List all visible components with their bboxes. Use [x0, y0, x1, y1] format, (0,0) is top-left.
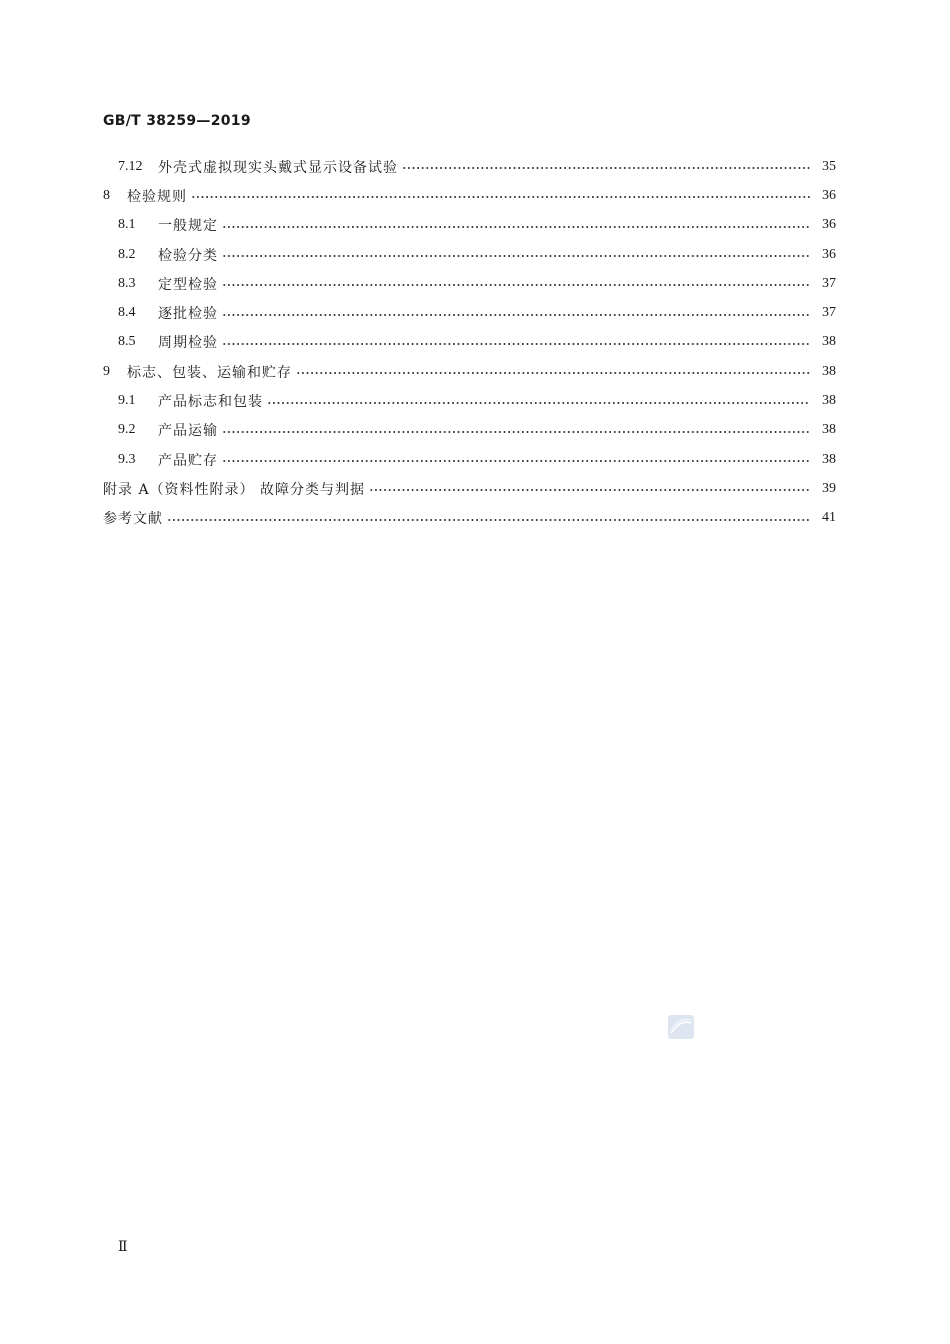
- toc-entry-title: 逐批检验: [158, 306, 218, 323]
- toc-entry-title: 附录 A（资料性附录） 故障分类与判据: [103, 481, 366, 498]
- toc-entry[interactable]: [103, 211, 836, 240]
- toc-entry-page: 36: [822, 246, 836, 262]
- sac-logo-watermark: [668, 1015, 694, 1039]
- toc-entry-title: 定型检验: [158, 276, 218, 293]
- toc-entry-page: 38: [822, 363, 836, 379]
- toc-entry-title: 检验规则: [127, 188, 187, 205]
- toc-entry-page: 38: [822, 422, 836, 438]
- toc-entry-number: 9.2: [118, 422, 136, 438]
- dot-leader: [296, 372, 810, 374]
- toc-entry[interactable]: [103, 328, 836, 357]
- toc-entry-number: 8.5: [118, 334, 136, 350]
- toc-entry[interactable]: [103, 298, 836, 327]
- toc-entry-title: 标志、包装、运输和贮存: [127, 364, 292, 381]
- toc-entry-page: 36: [822, 187, 836, 203]
- dot-leader: [267, 402, 810, 404]
- dot-leader: [167, 519, 810, 521]
- toc-entry-page: 37: [822, 275, 836, 291]
- toc-entry-number: 9.1: [118, 393, 136, 409]
- dot-leader: [369, 489, 810, 491]
- toc-entry[interactable]: [103, 240, 836, 269]
- table-of-contents: [103, 152, 836, 533]
- dot-leader: [222, 314, 810, 316]
- standard-code: GB/T 38259—2019: [103, 113, 251, 129]
- toc-entry[interactable]: [103, 269, 836, 298]
- toc-entry[interactable]: [103, 386, 836, 415]
- toc-entry-title: 检验分类: [158, 247, 218, 264]
- dot-leader: [222, 255, 810, 257]
- dot-leader: [222, 284, 810, 286]
- toc-entry[interactable]: [103, 357, 836, 386]
- toc-entry-number: 8.1: [118, 217, 136, 233]
- toc-entry-page: 36: [822, 217, 836, 233]
- toc-entry-page: 38: [822, 451, 836, 467]
- toc-entry-page: 41: [822, 510, 836, 526]
- dot-leader: [222, 343, 810, 345]
- dot-leader: [191, 196, 810, 198]
- toc-entry-page: 38: [822, 393, 836, 409]
- toc-entry[interactable]: [103, 152, 836, 181]
- dot-leader: [222, 226, 810, 228]
- toc-entry-title: 参考文献: [103, 511, 163, 528]
- toc-entry-number: 7.12: [118, 158, 143, 174]
- toc-entry-title: 一般规定: [158, 218, 218, 235]
- dot-leader: [222, 431, 810, 433]
- toc-entry[interactable]: [103, 181, 836, 210]
- toc-entry-page: 39: [822, 480, 836, 496]
- dot-leader: [222, 460, 810, 462]
- toc-entry-page: 35: [822, 158, 836, 174]
- toc-entry[interactable]: [103, 504, 836, 533]
- toc-entry-title: 周期检验: [158, 335, 218, 352]
- toc-entry[interactable]: [103, 445, 836, 474]
- toc-entry-title: 产品贮存: [158, 452, 218, 469]
- toc-entry-page: 37: [822, 305, 836, 321]
- toc-entry-number: 9: [103, 363, 110, 379]
- toc-entry-number: 9.3: [118, 451, 136, 467]
- toc-entry[interactable]: [103, 474, 836, 503]
- toc-entry-title: 产品标志和包装: [158, 394, 263, 411]
- toc-entry-number: 8.4: [118, 305, 136, 321]
- page-number: Ⅱ: [118, 1240, 128, 1255]
- toc-entry-number: 8.2: [118, 246, 136, 262]
- dot-leader: [402, 167, 810, 169]
- toc-entry-page: 38: [822, 334, 836, 350]
- toc-entry[interactable]: [103, 416, 836, 445]
- toc-entry-title: 外壳式虚拟现实头戴式显示设备试验: [158, 159, 398, 176]
- toc-entry-number: 8: [103, 187, 110, 203]
- toc-entry-title: 产品运输: [158, 423, 218, 440]
- toc-entry-number: 8.3: [118, 275, 136, 291]
